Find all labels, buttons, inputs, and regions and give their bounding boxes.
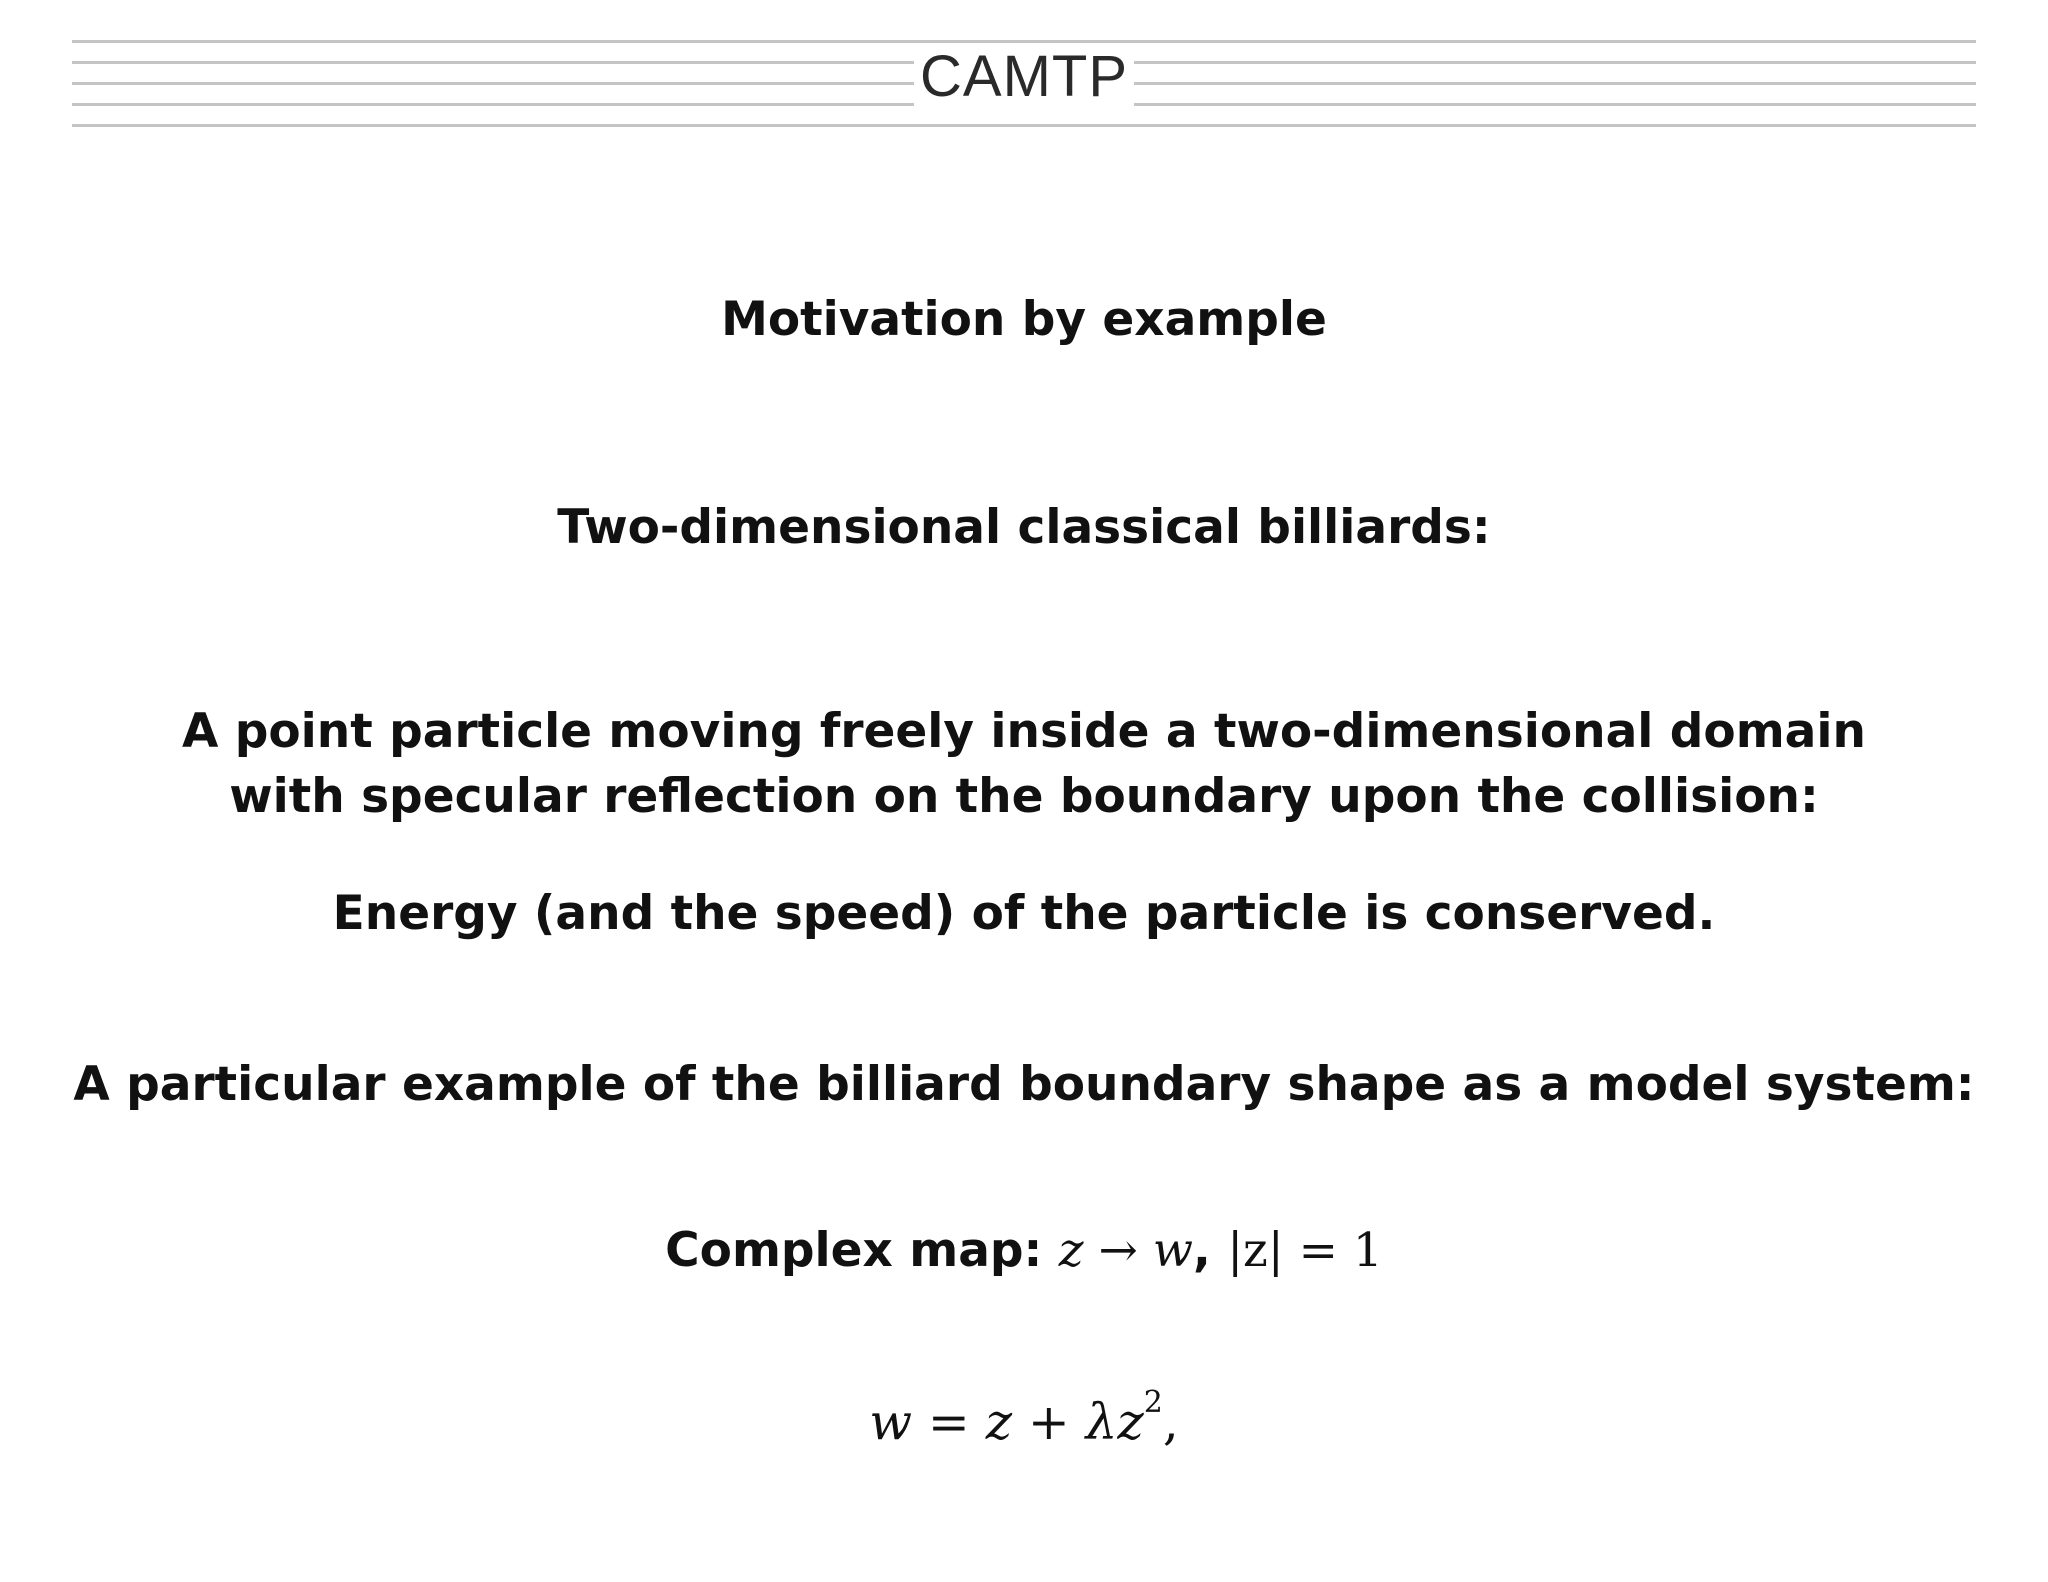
variable-w: w <box>1152 1223 1193 1278</box>
equation-exponent: 2 <box>1143 1385 1163 1420</box>
equation-tail: , <box>1162 1393 1179 1451</box>
complex-map-label: Complex map: <box>665 1223 1043 1278</box>
description-line-2: with specular reflection on the boundary upon the collision: <box>229 769 1819 824</box>
header-rule <box>72 124 1976 127</box>
energy-statement: Energy (and the speed) of the particle is conserved. <box>332 886 1716 941</box>
slide-subtitle: Two-dimensional classical billiards: <box>557 500 1491 555</box>
map-equation <box>0 1385 2048 1452</box>
equation-body: w = z + λz <box>869 1393 1144 1451</box>
variable-z: z <box>1058 1223 1084 1278</box>
separator: , <box>1193 1223 1228 1278</box>
header-rule <box>72 40 1976 43</box>
example-statement: A particular example of the billiard boundary shape as a model system: <box>73 1057 1975 1112</box>
camtp-logo <box>0 44 2048 109</box>
complex-map-line <box>0 1223 2048 1279</box>
arrow-symbol: → <box>1083 1223 1153 1278</box>
unit-circle-condition: |z| = 1 <box>1227 1223 1383 1278</box>
complex-map-expression <box>1059 1223 1193 1278</box>
logo-text: CAMTP <box>914 44 1134 109</box>
description-line-1: A point particle moving freely inside a two-dimensional domain <box>182 704 1866 759</box>
slide-title: Motivation by example <box>721 292 1327 347</box>
